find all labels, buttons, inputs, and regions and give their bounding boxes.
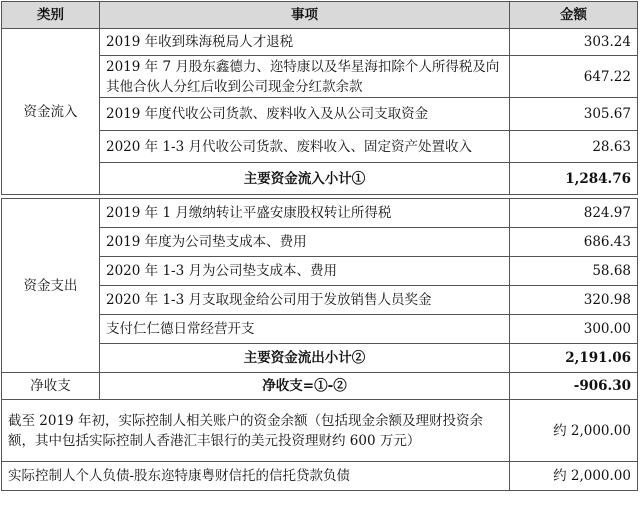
inflow-subtotal-label: 主要资金流入小计①: [100, 163, 510, 195]
note-amount: 约 2,000.00: [510, 462, 638, 491]
outflow-category: 资金支出: [2, 199, 100, 373]
net-label: 净收支=①-②: [100, 373, 510, 400]
inflow-amount: 305.67: [510, 98, 638, 131]
note-text: 截至 2019 年初，实际控制人相关账户的资金余额（包括现金余额及理财投资余额，其中包括实际控制人香港汇丰银行的美元投资理财约 600 万元）: [2, 400, 510, 462]
header-category: 类别: [2, 2, 100, 29]
note-row: [2, 462, 638, 491]
table-row: [2, 29, 638, 56]
cash-flow-table: [1, 1, 638, 491]
outflow-item: 2020 年 1-3 月为公司垫支成本、费用: [100, 257, 510, 286]
inflow-amount: 303.24: [510, 29, 638, 56]
outflow-item: 支付仁仁德日常经营开支: [100, 315, 510, 344]
inflow-amount: 28.63: [510, 131, 638, 163]
outflow-item: 2019 年度为公司垫支成本、费用: [100, 228, 510, 257]
net-row: [2, 373, 638, 400]
outflow-amount: 686.43: [510, 228, 638, 257]
net-amount: -906.30: [510, 373, 638, 400]
table-row: [2, 199, 638, 228]
note-amount: 约 2,000.00: [510, 400, 638, 462]
inflow-item: 2019 年度代收公司货款、废料收入及从公司支取资金: [100, 98, 510, 131]
inflow-item: 2019 年收到珠海税局人才退税: [100, 29, 510, 56]
outflow-amount: 58.68: [510, 257, 638, 286]
note-text: 实际控制人个人负债-股东迩特康粤财信托的信托贷款负债: [2, 462, 510, 491]
inflow-category: 资金流入: [2, 29, 100, 195]
outflow-item: 2019 年 1 月缴纳转让平盛安康股权转让所得税: [100, 199, 510, 228]
header-amount: 金额: [510, 2, 638, 29]
inflow-subtotal-amount: 1,284.76: [510, 163, 638, 195]
inflow-item: 2020 年 1-3 月代收公司货款、废料收入、固定资产处置收入: [100, 131, 510, 163]
inflow-item: 2019 年 7 月股东鑫德力、迩特康以及华星海扣除个人所得税及向其他合伙人分红后收到公司现金分红款余款: [100, 56, 510, 98]
net-category: 净收支: [2, 373, 100, 400]
outflow-subtotal-amount: 2,191.06: [510, 344, 638, 373]
header-row: [2, 2, 638, 29]
outflow-subtotal-label: 主要资金流出小计②: [100, 344, 510, 373]
note-row: [2, 400, 638, 462]
outflow-amount: 300.00: [510, 315, 638, 344]
outflow-item: 2020 年 1-3 月支取现金给公司用于发放销售人员奖金: [100, 286, 510, 315]
inflow-amount: 647.22: [510, 56, 638, 98]
header-item: 事项: [100, 2, 510, 29]
outflow-amount: 320.98: [510, 286, 638, 315]
outflow-amount: 824.97: [510, 199, 638, 228]
